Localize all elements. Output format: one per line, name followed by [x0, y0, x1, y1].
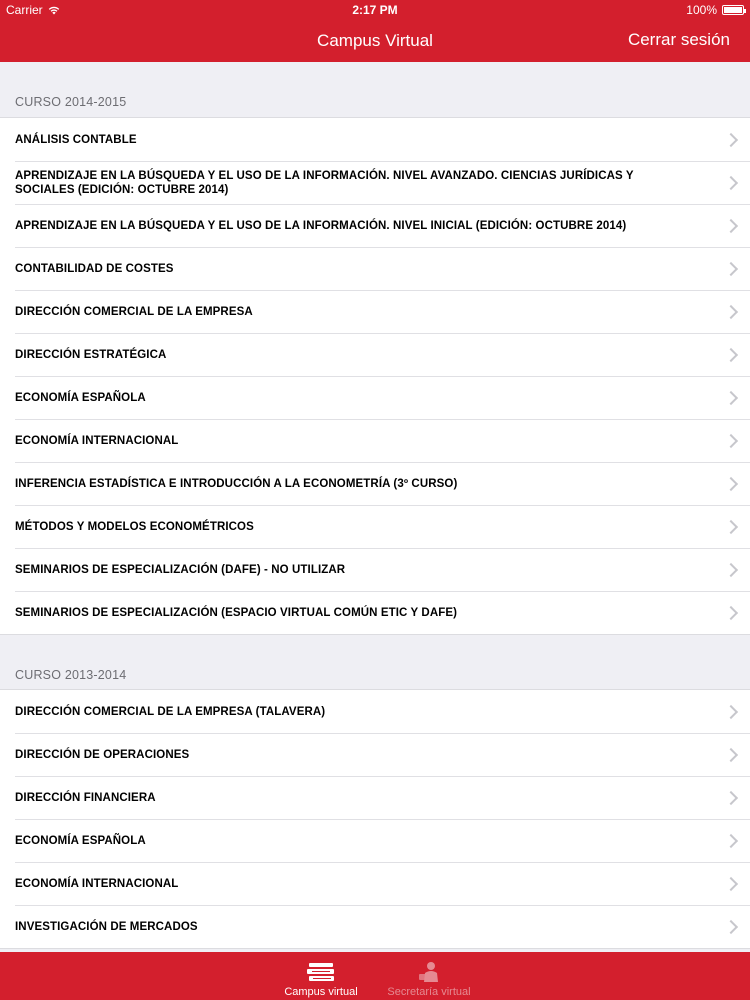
course-name: ECONOMÍA INTERNACIONAL — [15, 877, 179, 890]
course-name: INFERENCIA ESTADÍSTICA E INTRODUCCIÓN A LA ECONOMETRÍA (3º CURSO) — [15, 477, 458, 490]
battery-icon — [722, 5, 744, 15]
course-name: APRENDIZAJE EN LA BÚSQUEDA Y EL USO DE LA INFORMACIÓN. NIVEL AVANZADO. CIENCIAS JURÍDICAS Y SOCIALES (EDICIÓN: OCTUBRE 2014) — [15, 169, 634, 196]
tab-campus-virtual[interactable] — [272, 952, 370, 1000]
chevron-right-icon — [724, 704, 738, 718]
course-row[interactable] — [0, 690, 750, 733]
course-name: ECONOMÍA INTERNACIONAL — [15, 434, 179, 447]
chevron-right-icon — [724, 218, 738, 232]
status-bar — [0, 0, 750, 20]
battery-percent: 100% — [686, 3, 717, 17]
course-name: ECONOMÍA ESPAÑOLA — [15, 391, 146, 404]
chevron-right-icon — [724, 605, 738, 619]
chevron-right-icon — [724, 519, 738, 533]
course-name: APRENDIZAJE EN LA BÚSQUEDA Y EL USO DE LA INFORMACIÓN. NIVEL INICIAL (EDICIÓN: OCTUBRE 2014) — [15, 219, 627, 232]
course-list — [0, 117, 750, 635]
course-row[interactable] — [0, 505, 750, 548]
chevron-right-icon — [724, 876, 738, 890]
course-list-view[interactable] — [0, 62, 750, 952]
course-name: CONTABILIDAD DE COSTES — [15, 262, 174, 275]
course-row[interactable] — [0, 290, 750, 333]
chevron-right-icon — [724, 919, 738, 933]
course-row[interactable] — [0, 247, 750, 290]
course-row[interactable] — [0, 548, 750, 591]
course-row[interactable] — [0, 733, 750, 776]
status-right — [686, 3, 744, 17]
chevron-right-icon — [724, 476, 738, 490]
carrier-label: Carrier — [6, 3, 43, 17]
course-name: SEMINARIOS DE ESPECIALIZACIÓN (DAFE) - NO UTILIZAR — [15, 563, 346, 576]
navigation-bar — [0, 20, 750, 62]
course-name: DIRECCIÓN FINANCIERA — [15, 791, 156, 804]
chevron-right-icon — [724, 790, 738, 804]
books-icon — [306, 960, 336, 984]
course-name: INVESTIGACIÓN DE MERCADOS — [15, 920, 198, 933]
page-title: Campus Virtual — [317, 31, 433, 50]
course-name: ANÁLISIS CONTABLE — [15, 133, 137, 146]
secretary-icon — [414, 960, 444, 984]
chevron-right-icon — [724, 347, 738, 361]
course-row[interactable] — [0, 776, 750, 819]
chevron-right-icon — [724, 261, 738, 275]
course-row[interactable] — [0, 462, 750, 505]
course-row[interactable] — [0, 376, 750, 419]
chevron-right-icon — [724, 833, 738, 847]
course-row[interactable] — [0, 819, 750, 862]
tab-bar — [0, 952, 750, 1000]
status-time: 2:17 PM — [352, 3, 398, 17]
chevron-right-icon — [724, 390, 738, 404]
section-header: CURSO 2014-2015 — [15, 95, 127, 109]
course-row[interactable] — [0, 591, 750, 634]
chevron-right-icon — [724, 304, 738, 318]
course-list — [0, 689, 750, 949]
course-name: DIRECCIÓN COMERCIAL DE LA EMPRESA (TALAVERA) — [15, 705, 326, 718]
course-row[interactable] — [0, 862, 750, 905]
course-row[interactable] — [0, 905, 750, 948]
course-row[interactable] — [0, 161, 750, 204]
course-name: SEMINARIOS DE ESPECIALIZACIÓN (ESPACIO VIRTUAL COMÚN ETIC Y DAFE) — [15, 606, 458, 619]
chevron-right-icon — [724, 433, 738, 447]
chevron-right-icon — [724, 175, 738, 189]
chevron-right-icon — [724, 562, 738, 576]
course-row[interactable] — [0, 333, 750, 376]
course-name: MÉTODOS Y MODELOS ECONOMÉTRICOS — [15, 520, 254, 533]
course-row[interactable] — [0, 118, 750, 161]
tab-label: Secretaría virtual — [387, 986, 471, 998]
course-name: DIRECCIÓN COMERCIAL DE LA EMPRESA — [15, 305, 253, 318]
course-row[interactable] — [0, 204, 750, 247]
section-header: CURSO 2013-2014 — [15, 668, 127, 682]
course-name: DIRECCIÓN ESTRATÉGICA — [15, 348, 167, 361]
logout-button[interactable]: Cerrar sesión — [627, 30, 730, 49]
course-name: ECONOMÍA ESPAÑOLA — [15, 834, 146, 847]
course-name: DIRECCIÓN DE OPERACIONES — [15, 748, 190, 761]
tab-secretaria-virtual[interactable] — [380, 952, 478, 1000]
header — [0, 0, 750, 62]
tab-label: Campus virtual — [284, 986, 358, 998]
chevron-right-icon — [724, 132, 738, 146]
chevron-right-icon — [724, 747, 738, 761]
course-row[interactable] — [0, 419, 750, 462]
